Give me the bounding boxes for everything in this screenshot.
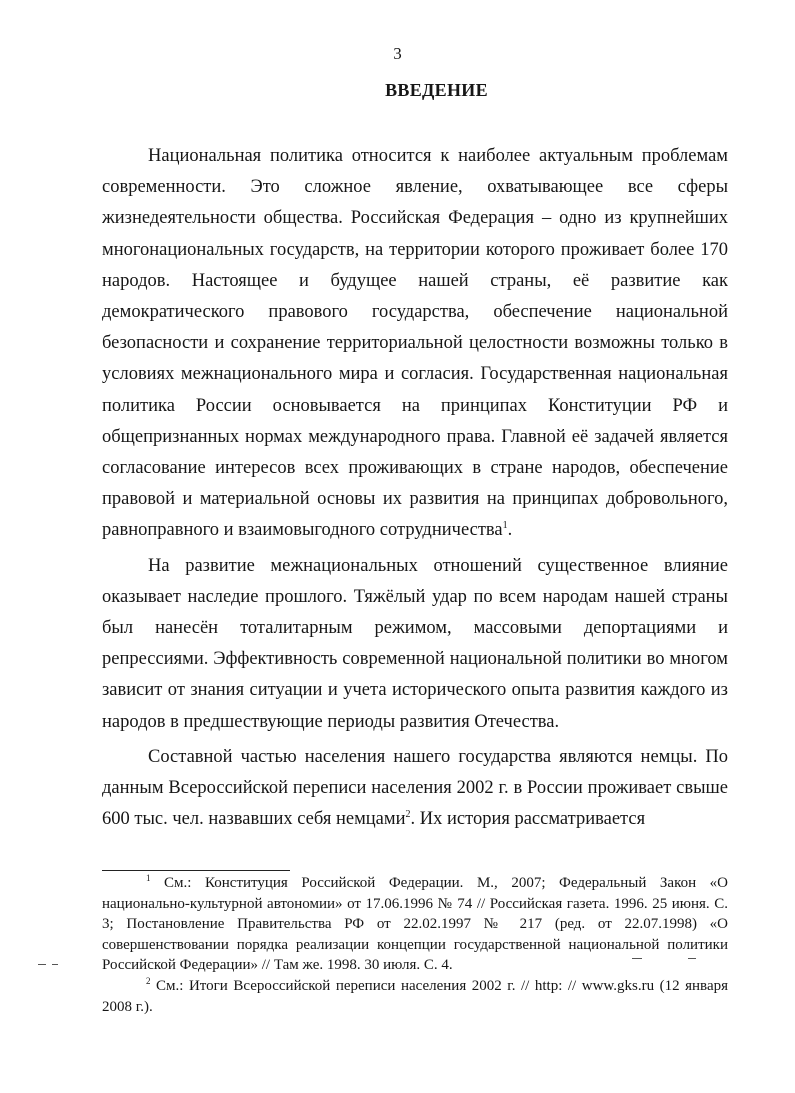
- footnote-text: См.: Итоги Всероссийской переписи населения 2002 г. // http: // www.gks.ru (12 января 2008 г.).: [102, 977, 728, 1015]
- paragraph-3: [102, 742, 728, 836]
- paragraph-text: Национальная политика относится к наиболее актуальным проблемам современности. Это сложное явление, охватывающее все сферы жизнедеятельности общества. Российская Федерация – одно из крупнейших многонациональных государств, на территории которого проживает более 170 народов. Настоящее и будущее нашей страны, её развитие как демократического правового государства, обеспечение национальной безопасности и сохранение территориальной целостности возможны только в условиях межнационального мира и согласия. Государственная национальная политика России основывается на принципах Конституции РФ и общепризнанных нормах международного права. Главной её задачей является согласование интересов всех проживающих в стране народов, обеспечение правовой и материальной основы их развития на принципах добровольного, равноправного и взаимовыгодного сотрудничества: [102, 146, 728, 541]
- section-heading: ВВЕДЕНИЕ: [385, 80, 488, 100]
- scan-mark: [52, 964, 58, 965]
- footnote-number: 1: [146, 873, 151, 883]
- footnotes: [102, 873, 728, 1017]
- paragraph-1: [102, 141, 728, 547]
- scan-mark: [688, 958, 696, 959]
- footnote-ref-2: 2: [405, 809, 411, 821]
- footnote-ref-1: 1: [502, 520, 508, 532]
- paragraph-text: На развитие межнациональных отношений существенное влияние оказывает наследие прошлого. Тяжёлый удар по всем народам нашей страны был нанесён тоталитарным режимом, массовыми депортациями и репрессиями. Эффективность современной национальной политики во многом зависит от знания ситуации и учета исторического опыта развития каждого из народов в предшествующие периоды развития Отечества.: [102, 555, 728, 732]
- footnote-1: [102, 873, 728, 976]
- footnote-text: См.: Конституция Российской Федерации. М., 2007; Федеральный Закон «О национально-культурной автономии» от 17.06.1996 № 74 // Российская газета. 1996. 25 июня. С. 3; Постановление Правительства РФ от 22.02.1997 № 217 (ред. от 22.07.1998) «О совершенствовании порядка реализации концепции государственной национальной политики Российской Федерации» // Там же. 1998. 30 июля. С. 4.: [102, 875, 729, 974]
- scan-mark: [632, 958, 642, 959]
- paragraph-2: [102, 551, 728, 738]
- footnote-2: [102, 976, 728, 1017]
- footnote-separator: [102, 870, 290, 871]
- page-number: 3: [393, 44, 402, 63]
- body-text: [102, 141, 728, 835]
- footnote-number: 2: [146, 975, 151, 986]
- paragraph-tail: .: [507, 520, 513, 541]
- scan-mark: [38, 964, 46, 965]
- paragraph-text: Составной частью населения нашего государства являются немцы. По данным Всероссийской переписи населения 2002 г. в России проживает свыше 600 тыс. чел. назвавших себя немцами: [102, 746, 728, 830]
- paragraph-tail: . Их история рассматривается: [410, 809, 646, 830]
